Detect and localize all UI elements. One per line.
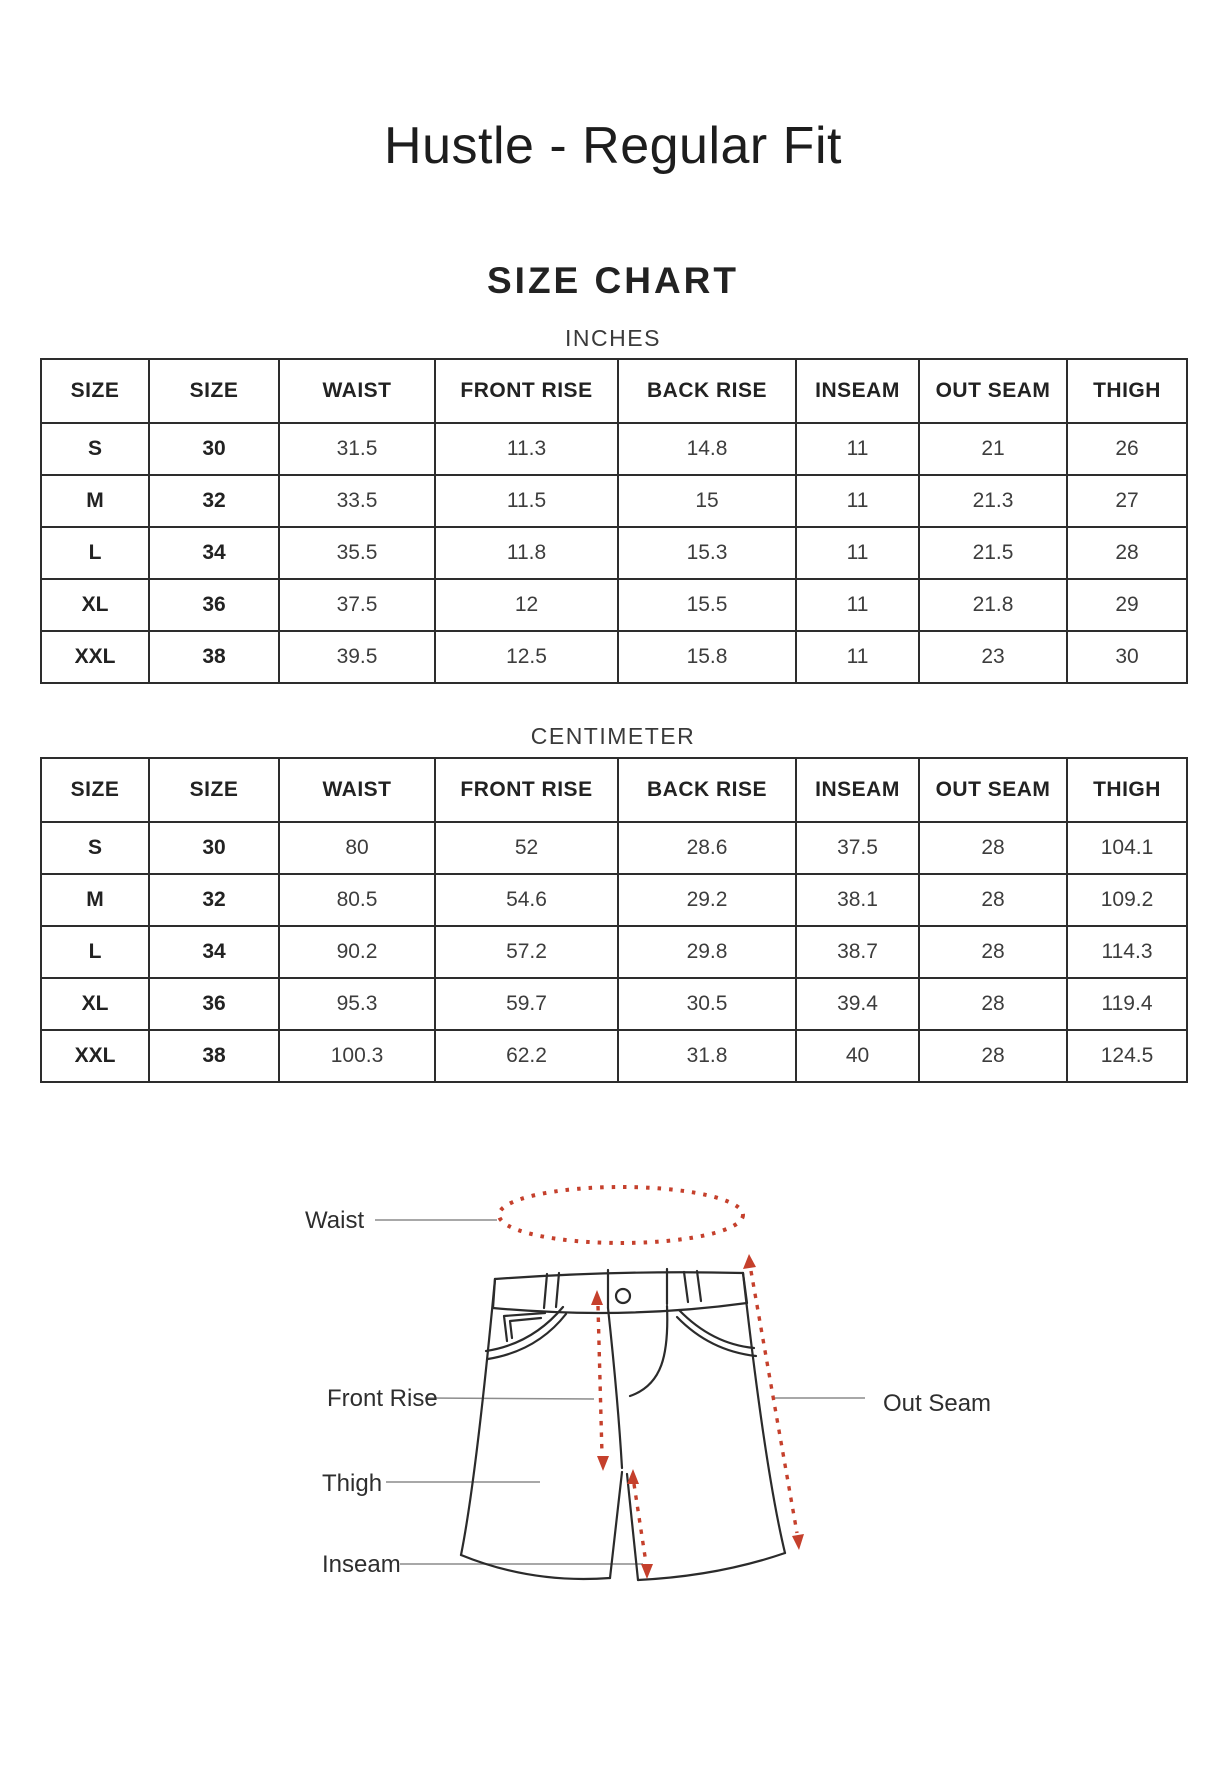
table-cell: 15.8 <box>618 631 796 683</box>
table-cell: 21.5 <box>919 527 1067 579</box>
table-cell: S <box>41 423 149 475</box>
table-cell: L <box>41 527 149 579</box>
table-cell: 29.2 <box>618 874 796 926</box>
column-header: SIZE <box>149 359 279 423</box>
pocket-right <box>677 1310 756 1356</box>
unit-label-centimeter: CENTIMETER <box>530 723 696 749</box>
front-rise-label: Front Rise <box>327 1385 438 1412</box>
table-cell: 11.8 <box>435 527 618 579</box>
table-cell: M <box>41 475 149 527</box>
table-cell: 11 <box>796 527 919 579</box>
table-cell: 34 <box>149 926 279 978</box>
section-title: SIZE CHART <box>487 260 739 301</box>
legs <box>461 1273 785 1580</box>
table-row <box>41 527 1187 579</box>
table-cell: 37.5 <box>279 579 435 631</box>
table-cell: 28 <box>919 874 1067 926</box>
table-cell: 28 <box>919 978 1067 1030</box>
coin-pocket <box>504 1313 545 1341</box>
table-cell: 31.8 <box>618 1030 796 1082</box>
table-cell: 28 <box>1067 527 1187 579</box>
table-cell: 32 <box>149 874 279 926</box>
inseam-label: Inseam <box>322 1551 401 1578</box>
table-cell: 30 <box>1067 631 1187 683</box>
table-cell: 39.5 <box>279 631 435 683</box>
header-row <box>41 359 1187 423</box>
table-cell: 109.2 <box>1067 874 1187 926</box>
table-cell: 34 <box>149 527 279 579</box>
table-cell: 11 <box>796 579 919 631</box>
table-cell: M <box>41 874 149 926</box>
table-cell: 14.8 <box>618 423 796 475</box>
column-header: THIGH <box>1067 359 1187 423</box>
out-seam-label: Out Seam <box>883 1390 992 1417</box>
column-header: FRONT RISE <box>435 359 618 423</box>
column-header: SIZE <box>149 758 279 822</box>
table-cell: 38.7 <box>796 926 919 978</box>
table-row <box>41 423 1187 475</box>
column-header: SIZE <box>41 359 149 423</box>
table-row <box>41 874 1187 926</box>
inseam-arrow <box>627 1469 653 1579</box>
column-header: WAIST <box>279 758 435 822</box>
page-title: Hustle - Regular Fit <box>384 117 842 175</box>
pocket-left <box>486 1307 566 1359</box>
table-cell: 35.5 <box>279 527 435 579</box>
table-cell: 30 <box>149 822 279 874</box>
table-cell: 31.5 <box>279 423 435 475</box>
table-row <box>41 631 1187 683</box>
table-cell: 15 <box>618 475 796 527</box>
column-header: INSEAM <box>796 758 919 822</box>
table-cell: 40 <box>796 1030 919 1082</box>
table-cell: 30 <box>149 423 279 475</box>
table-cell: 95.3 <box>279 978 435 1030</box>
table-cell: 62.2 <box>435 1030 618 1082</box>
table-cell: 52 <box>435 822 618 874</box>
front-rise-arrow <box>591 1290 609 1471</box>
table-cell: 11 <box>796 631 919 683</box>
thigh-label: Thigh <box>322 1470 383 1497</box>
table-cell: 36 <box>149 579 279 631</box>
size-table-inches <box>40 358 1188 684</box>
table-row <box>41 475 1187 527</box>
column-header: THIGH <box>1067 758 1187 822</box>
button <box>616 1289 630 1303</box>
table-cell: 28 <box>919 926 1067 978</box>
table-cell: 21.3 <box>919 475 1067 527</box>
waist-label: Waist <box>305 1207 365 1234</box>
table-cell: 32 <box>149 475 279 527</box>
table-cell: 11.3 <box>435 423 618 475</box>
table-cell: 11.5 <box>435 475 618 527</box>
table-cell: 15.5 <box>618 579 796 631</box>
table-cell: L <box>41 926 149 978</box>
header-row <box>41 758 1187 822</box>
column-header: OUT SEAM <box>919 758 1067 822</box>
belt-loop-left <box>544 1273 559 1308</box>
table-cell: 11 <box>796 423 919 475</box>
table-cell: 11 <box>796 475 919 527</box>
belt-loop-right <box>684 1271 701 1302</box>
table-cell: 104.1 <box>1067 822 1187 874</box>
table-row <box>41 978 1187 1030</box>
table-cell: 59.7 <box>435 978 618 1030</box>
table-cell: 28 <box>919 1030 1067 1082</box>
table-cell: 100.3 <box>279 1030 435 1082</box>
table-cell: 119.4 <box>1067 978 1187 1030</box>
table-cell: 26 <box>1067 423 1187 475</box>
table-row <box>41 822 1187 874</box>
table-cell: 28.6 <box>618 822 796 874</box>
table-cell: 30.5 <box>618 978 796 1030</box>
shorts-sketch <box>260 1150 1000 1710</box>
table-row <box>41 926 1187 978</box>
table-cell: 12.5 <box>435 631 618 683</box>
table-cell: 38 <box>149 1030 279 1082</box>
table-row <box>41 1030 1187 1082</box>
column-header: INSEAM <box>796 359 919 423</box>
waist-measure-ellipse <box>499 1187 743 1243</box>
table-cell: XXL <box>41 631 149 683</box>
table-cell: XL <box>41 978 149 1030</box>
table-row <box>41 579 1187 631</box>
column-header: BACK RISE <box>618 359 796 423</box>
column-header: SIZE <box>41 758 149 822</box>
table-cell: 28 <box>919 822 1067 874</box>
table-cell: 29 <box>1067 579 1187 631</box>
table-cell: 37.5 <box>796 822 919 874</box>
table-cell: 124.5 <box>1067 1030 1187 1082</box>
shorts-outline <box>461 1269 785 1580</box>
column-header: FRONT RISE <box>435 758 618 822</box>
table-cell: 33.5 <box>279 475 435 527</box>
table-cell: XXL <box>41 1030 149 1082</box>
table-cell: 27 <box>1067 475 1187 527</box>
column-header: BACK RISE <box>618 758 796 822</box>
table-cell: 57.2 <box>435 926 618 978</box>
table-cell: 12 <box>435 579 618 631</box>
table-cell: 80.5 <box>279 874 435 926</box>
table-cell: 80 <box>279 822 435 874</box>
table-cell: 23 <box>919 631 1067 683</box>
table-cell: 21 <box>919 423 1067 475</box>
table-cell: 54.6 <box>435 874 618 926</box>
table-cell: 39.4 <box>796 978 919 1030</box>
front-rise-connector-line <box>425 1398 594 1399</box>
table-cell: 15.3 <box>618 527 796 579</box>
table-cell: XL <box>41 579 149 631</box>
table-cell: 90.2 <box>279 926 435 978</box>
measurement-diagram <box>0 1150 1226 1710</box>
table-cell: 36 <box>149 978 279 1030</box>
table-cell: 21.8 <box>919 579 1067 631</box>
table-cell: 38 <box>149 631 279 683</box>
size-table-centimeter <box>40 757 1188 1083</box>
table-cell: S <box>41 822 149 874</box>
table-cell: 114.3 <box>1067 926 1187 978</box>
column-header: WAIST <box>279 359 435 423</box>
column-header: OUT SEAM <box>919 359 1067 423</box>
out-seam-arrow <box>743 1254 804 1550</box>
unit-label-inches: INCHES <box>565 325 661 351</box>
waistband <box>493 1272 747 1313</box>
table-cell: 29.8 <box>618 926 796 978</box>
table-cell: 38.1 <box>796 874 919 926</box>
